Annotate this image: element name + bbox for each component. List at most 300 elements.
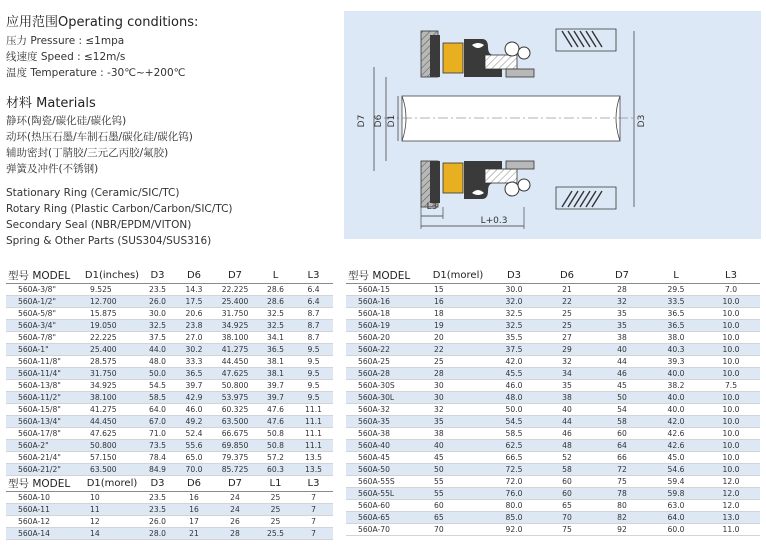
value-cell: 80.0 [488,500,540,512]
value-cell: 16 [175,492,213,504]
model-cell: 560A-32 [346,404,428,416]
value-cell: 12 [84,516,140,528]
dim-label-d6: D6 [374,114,384,128]
table-row [6,440,333,452]
value-cell: 25 [540,308,594,320]
spec-table-left [6,268,333,540]
value-cell: 24 [213,504,257,516]
table-row [346,380,760,392]
model-cell: 560A-55S [346,476,428,488]
col-header-d1: D1(inches) [84,268,140,284]
value-cell: 11.1 [294,440,333,452]
value-cell: 25.5 [257,528,294,540]
value-cell: 58.5 [140,392,175,404]
value-cell: 10.0 [702,392,760,404]
col-header-model: 型号 MODEL [6,268,84,284]
table-row [346,284,760,296]
table-row [6,344,333,356]
material-cn-line: 弹簧及冲件(不锈钢) [6,163,99,175]
value-cell: 58 [594,416,650,428]
value-cell: 23.5 [140,492,175,504]
value-cell: 32.5 [257,308,294,320]
model-cell: 560A-38 [346,428,428,440]
spring-coil-top [562,31,602,47]
value-cell: 33.5 [650,296,702,308]
value-cell: 70 [540,512,594,524]
value-cell: 10.0 [702,368,760,380]
value-cell: 66.675 [213,428,257,440]
value-cell: 60.0 [650,524,702,536]
value-cell: 7 [294,504,333,516]
value-cell: 40 [428,440,488,452]
value-cell: 25.400 [213,296,257,308]
value-cell: 32 [540,356,594,368]
value-cell: 57.150 [84,452,140,464]
model-cell: 560A-30L [346,392,428,404]
table-row [6,320,333,332]
value-cell: 50.0 [488,404,540,416]
value-cell: 22.225 [84,332,140,344]
value-cell: 35 [594,308,650,320]
value-cell: 37.5 [140,332,175,344]
value-cell: 47.6 [257,416,294,428]
value-cell: 45.5 [488,368,540,380]
value-cell: 38.2 [650,380,702,392]
table-row [6,368,333,380]
value-cell: 38 [428,428,488,440]
model-cell: 560A-50 [346,464,428,476]
model-cell: 560A-40 [346,440,428,452]
model-cell: 560A-15/8" [6,404,84,416]
model-cell: 560A-11/2" [6,392,84,404]
value-cell: 29.5 [650,284,702,296]
value-cell: 50.0 [140,368,175,380]
value-cell: 27 [540,332,594,344]
value-cell: 54.5 [140,380,175,392]
value-cell: 54.6 [650,464,702,476]
value-cell: 30.0 [140,308,175,320]
material-en-line: Spring & Other Parts (SUS304/SUS316) [6,235,212,247]
model-cell: 560A-45 [346,452,428,464]
value-cell: 42.0 [488,356,540,368]
value-cell: 75 [594,476,650,488]
value-cell: 64.0 [140,404,175,416]
value-cell: 12.0 [702,488,760,500]
value-cell: 9.5 [294,344,333,356]
col-header-d3: D3 [488,268,540,284]
value-cell: 72 [594,464,650,476]
value-cell: 22 [428,344,488,356]
table-row [346,476,760,488]
value-cell: 60 [594,428,650,440]
model-cell: 560A-3/4" [6,320,84,332]
value-cell: 42.6 [650,440,702,452]
value-cell: 65.0 [175,452,213,464]
value-cell: 6.4 [294,296,333,308]
value-cell: 24 [213,492,257,504]
value-cell: 60 [540,488,594,500]
value-cell: 9.525 [84,284,140,296]
material-en-line: Secondary Seal (NBR/EPDM/VITON) [6,219,192,231]
value-cell: 28.0 [140,528,175,540]
table-row [6,356,333,368]
model-cell: 560A-1" [6,344,84,356]
value-cell: 67.0 [140,416,175,428]
value-cell: 11 [84,504,140,516]
col-header-l1: L1 [257,476,294,492]
model-cell: 560A-21/4" [6,452,84,464]
model-cell: 560A-28 [346,368,428,380]
model-cell: 560A-65 [346,512,428,524]
value-cell: 40.0 [650,368,702,380]
col-header-l3: L3 [294,268,333,284]
table-row [6,332,333,344]
value-cell: 49.2 [175,416,213,428]
col-header-d1: D1(morel) [428,268,488,284]
carbon-face-top [443,43,463,73]
value-cell: 45 [594,380,650,392]
value-cell: 42.0 [650,416,702,428]
value-cell: 35.5 [488,332,540,344]
value-cell: 25 [428,356,488,368]
value-cell: 30.0 [488,284,540,296]
value-cell: 13.5 [294,452,333,464]
col-header-l: L [650,268,702,284]
value-cell: 50 [428,464,488,476]
value-cell: 9.5 [294,368,333,380]
material-cn-line: 静环(陶瓷/碳化硅/碳化钨) [6,115,127,127]
value-cell: 32.5 [488,320,540,332]
value-cell: 41.275 [213,344,257,356]
value-cell: 38.1 [257,356,294,368]
value-cell: 34.1 [257,332,294,344]
value-cell: 55 [428,488,488,500]
value-cell: 26.0 [140,296,175,308]
model-cell: 560A-60 [346,500,428,512]
material-en-line: Stationary Ring (Ceramic/SIC/TC) [6,187,180,199]
table-row [346,440,760,452]
model-cell: 560A-11/4" [6,368,84,380]
table-row [6,528,333,540]
value-cell: 10.0 [702,452,760,464]
value-cell: 10.0 [702,344,760,356]
value-cell: 62.5 [488,440,540,452]
value-cell: 84.9 [140,464,175,476]
dim-label-d1: D1 [387,114,397,128]
model-cell: 560A-14 [6,528,84,540]
col-header-d7: D7 [213,476,257,492]
value-cell: 13.0 [702,512,760,524]
value-cell: 11.0 [702,524,760,536]
value-cell: 44.0 [140,344,175,356]
value-cell: 39.7 [175,380,213,392]
value-cell: 63.0 [650,500,702,512]
value-cell: 10.0 [702,320,760,332]
model-cell: 560A-11 [6,504,84,516]
value-cell: 40.0 [650,404,702,416]
value-cell: 23.5 [140,504,175,516]
value-cell: 12.700 [84,296,140,308]
value-cell: 31.750 [84,368,140,380]
value-cell: 28.575 [84,356,140,368]
value-cell: 28 [428,368,488,380]
value-cell: 65 [540,500,594,512]
dim-label-l3: L3 [426,202,438,212]
value-cell: 25 [257,516,294,528]
col-header-l: L [257,268,294,284]
value-cell: 7.5 [702,380,760,392]
value-cell: 54 [594,404,650,416]
col-header-model: 型号 MODEL [6,476,84,492]
model-cell: 560A-25 [346,356,428,368]
model-cell: 560A-2" [6,440,84,452]
value-cell: 41.275 [84,404,140,416]
value-cell: 52.4 [175,428,213,440]
value-cell: 20.6 [175,308,213,320]
value-cell: 15.875 [84,308,140,320]
value-cell: 38.1 [257,368,294,380]
seat-rubber-bottom [430,161,440,203]
table-row [6,296,333,308]
value-cell: 50.800 [213,380,257,392]
model-cell: 560A-7/8" [6,332,84,344]
value-cell: 14 [84,528,140,540]
model-cell: 560A-21/2" [6,464,84,476]
materials-title: 材料 Materials [6,96,96,111]
value-cell: 38.100 [213,332,257,344]
value-cell: 72.5 [488,464,540,476]
table-row [346,368,760,380]
value-cell: 45.0 [650,452,702,464]
value-cell: 64.0 [650,512,702,524]
value-cell: 48.0 [140,356,175,368]
model-cell: 560A-22 [346,344,428,356]
table-row [6,504,333,516]
carbon-face-bottom [443,163,463,193]
value-cell: 38 [540,392,594,404]
model-cell: 560A-17/8" [6,428,84,440]
value-cell: 50.8 [257,428,294,440]
value-cell: 32 [594,296,650,308]
value-cell: 53.975 [213,392,257,404]
value-cell: 46 [594,368,650,380]
value-cell: 66 [594,452,650,464]
operating-conditions-title: 应用范围Operating conditions: [6,15,199,30]
seat-rubber-top [430,35,440,77]
value-cell: 32.5 [488,308,540,320]
value-cell: 10.0 [702,308,760,320]
seal-cross-section-drawing [344,11,761,239]
value-cell: 10.0 [702,440,760,452]
shaft [402,96,620,141]
col-header-d7: D7 [594,268,650,284]
value-cell: 78 [594,488,650,500]
table-row [6,380,333,392]
table-row [346,356,760,368]
model-cell: 560A-35 [346,416,428,428]
value-cell: 33.3 [175,356,213,368]
value-cell: 12.0 [702,476,760,488]
value-cell: 25 [257,504,294,516]
value-cell: 19 [428,320,488,332]
value-cell: 25.400 [84,344,140,356]
value-cell: 27.0 [175,332,213,344]
value-cell: 85.0 [488,512,540,524]
model-cell: 560A-15 [346,284,428,296]
value-cell: 48.0 [488,392,540,404]
value-cell: 40.0 [650,392,702,404]
model-cell: 560A-55L [346,488,428,500]
value-cell: 44 [540,416,594,428]
value-cell: 25 [257,492,294,504]
value-cell: 9.5 [294,392,333,404]
value-cell: 10.0 [702,332,760,344]
value-cell: 47.6 [257,404,294,416]
model-cell: 560A-3/8" [6,284,84,296]
table-row [346,524,760,536]
value-cell: 32.5 [140,320,175,332]
value-cell: 34.925 [84,380,140,392]
value-cell: 11.1 [294,428,333,440]
value-cell: 64 [594,440,650,452]
model-cell: 560A-19 [346,320,428,332]
model-cell: 560A-20 [346,332,428,344]
spring-bottom [505,182,519,196]
value-cell: 38 [594,332,650,344]
col-header-d7: D7 [213,268,257,284]
value-cell: 10.0 [702,356,760,368]
value-cell: 30 [428,380,488,392]
value-cell: 22.225 [213,284,257,296]
value-cell: 42.6 [650,428,702,440]
value-cell: 40.3 [650,344,702,356]
value-cell: 40 [540,404,594,416]
value-cell: 32 [428,404,488,416]
value-cell: 11.1 [294,404,333,416]
value-cell: 10.0 [702,416,760,428]
table-row [346,512,760,524]
value-cell: 22 [540,296,594,308]
value-cell: 65 [428,512,488,524]
table-row [346,308,760,320]
spec-table-right [346,268,760,536]
value-cell: 73.5 [140,440,175,452]
value-cell: 26 [213,516,257,528]
value-cell: 28.6 [257,296,294,308]
value-cell: 75 [540,524,594,536]
value-cell: 80 [594,500,650,512]
temperature-text: 温度 Temperature : -30℃~+200℃ [6,67,186,79]
value-cell: 70.0 [175,464,213,476]
value-cell: 60.3 [257,464,294,476]
value-cell: 16 [175,504,213,516]
value-cell: 55.6 [175,440,213,452]
model-cell: 560A-18 [346,308,428,320]
material-cn-line: 辅助密封(丁腈胶/三元乙丙胶/氟胶) [6,147,169,159]
table-row [6,492,333,504]
value-cell: 10.0 [702,464,760,476]
value-cell: 29 [540,344,594,356]
value-cell: 82 [594,512,650,524]
value-cell: 10 [84,492,140,504]
value-cell: 60 [540,476,594,488]
value-cell: 11.1 [294,416,333,428]
value-cell: 13.5 [294,464,333,476]
value-cell: 10.0 [702,296,760,308]
value-cell: 54.5 [488,416,540,428]
model-cell: 560A-11/8" [6,356,84,368]
value-cell: 44.450 [84,416,140,428]
value-cell: 52 [540,452,594,464]
value-cell: 92.0 [488,524,540,536]
table-row [6,464,333,476]
value-cell: 55 [428,476,488,488]
value-cell: 21 [175,528,213,540]
value-cell: 20 [428,332,488,344]
dim-label-d3: D3 [637,114,647,128]
value-cell: 28 [213,528,257,540]
value-cell: 8.7 [294,332,333,344]
value-cell: 66.5 [488,452,540,464]
value-cell: 46 [540,428,594,440]
value-cell: 15 [428,284,488,296]
col-header-d1: D1(morel) [84,476,140,492]
col-header-d6: D6 [175,268,213,284]
value-cell: 39.7 [257,380,294,392]
value-cell: 21 [540,284,594,296]
value-cell: 31.750 [213,308,257,320]
value-cell: 78.4 [140,452,175,464]
value-cell: 17 [175,516,213,528]
model-cell: 560A-10 [6,492,84,504]
value-cell: 50.8 [257,440,294,452]
value-cell: 63.500 [84,464,140,476]
value-cell: 9.5 [294,356,333,368]
table-row [346,452,760,464]
value-cell: 58.5 [488,428,540,440]
value-cell: 36.5 [650,320,702,332]
value-cell: 35 [428,416,488,428]
material-cn-line: 动环(热压石墨/车制石墨/碳化硅/碳化钨) [6,131,193,143]
table-row [346,320,760,332]
value-cell: 69.850 [213,440,257,452]
value-cell: 37.5 [488,344,540,356]
value-cell: 25 [540,320,594,332]
value-cell: 17.5 [175,296,213,308]
value-cell: 34 [540,368,594,380]
value-cell: 30 [428,392,488,404]
value-cell: 19.050 [84,320,140,332]
table-row [346,332,760,344]
pressure-text: 压力 Pressure : ≤1mpa [6,35,125,47]
speed-text: 线速度 Speed : ≤12m/s [6,51,126,63]
value-cell: 46.0 [175,404,213,416]
value-cell: 44.450 [213,356,257,368]
value-cell: 12.0 [702,500,760,512]
value-cell: 45 [428,452,488,464]
value-cell: 40 [594,344,650,356]
value-cell: 63.500 [213,416,257,428]
value-cell: 50.800 [84,440,140,452]
value-cell: 34.925 [213,320,257,332]
value-cell: 48 [540,440,594,452]
spring-coil-bottom [562,191,602,207]
table-row [6,284,333,296]
value-cell: 47.625 [213,368,257,380]
value-cell: 70 [428,524,488,536]
value-cell: 36.5 [175,368,213,380]
value-cell: 7 [294,492,333,504]
